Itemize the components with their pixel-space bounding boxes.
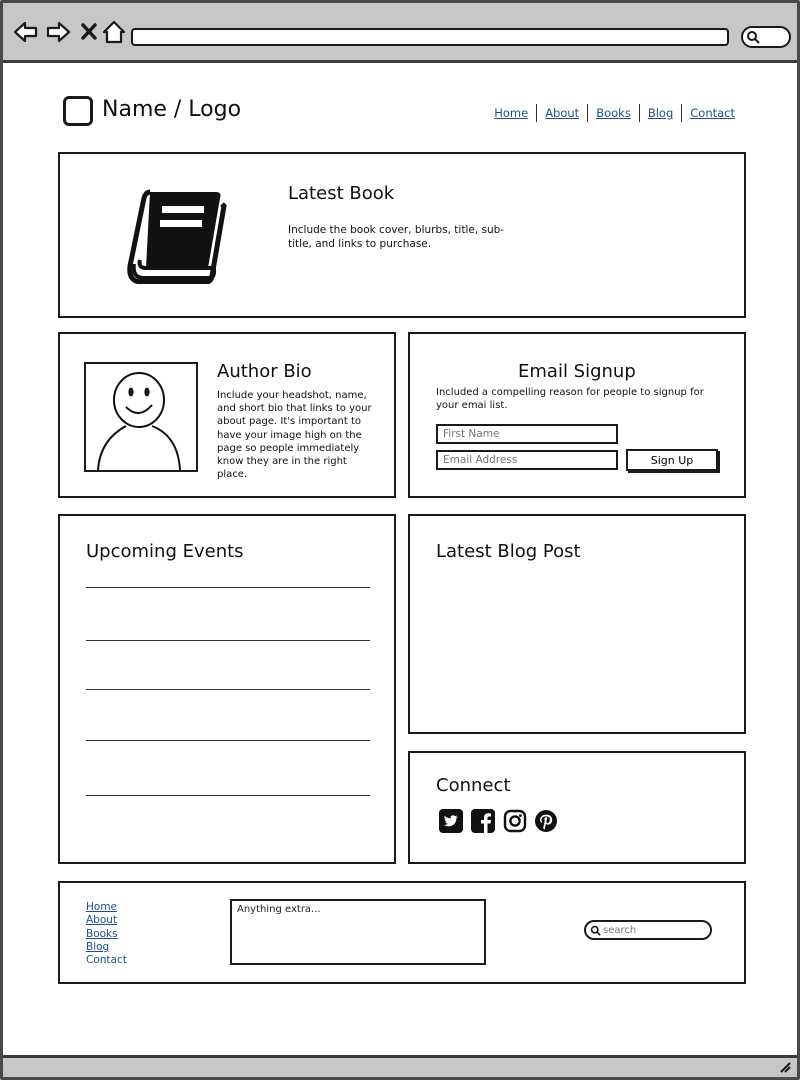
footer-link-contact[interactable]: Contact xyxy=(86,954,127,967)
footer-links xyxy=(86,901,127,967)
connect-panel xyxy=(408,751,746,864)
search-icon xyxy=(746,30,760,44)
latest-book-title: Latest Book xyxy=(288,183,395,204)
footer-link-blog[interactable]: Blog xyxy=(86,940,110,953)
headshot-placeholder xyxy=(84,362,198,472)
footer-link-about[interactable]: About xyxy=(86,914,118,927)
upcoming-events-panel xyxy=(58,514,396,864)
browser-search-field[interactable] xyxy=(741,26,791,48)
browser-toolbar xyxy=(3,3,797,63)
footer-search-field[interactable] xyxy=(584,920,712,940)
twitter-icon[interactable] xyxy=(439,809,463,833)
smiley-person-icon xyxy=(86,364,196,470)
book-icon xyxy=(124,188,228,284)
latest-blog-title: Latest Blog Post xyxy=(436,541,581,562)
event-line xyxy=(86,587,370,588)
nav-books[interactable]: Books xyxy=(587,104,639,122)
top-nav xyxy=(486,104,743,122)
nav-home[interactable]: Home xyxy=(494,106,529,120)
author-bio-panel xyxy=(58,332,396,498)
facebook-icon[interactable] xyxy=(471,809,495,833)
resize-handle-icon[interactable] xyxy=(779,1061,791,1073)
pinterest-icon[interactable] xyxy=(534,809,558,833)
nav-contact[interactable]: Contact xyxy=(681,104,743,122)
first-name-field[interactable] xyxy=(436,424,618,444)
footer-link-books[interactable]: Books xyxy=(86,927,118,940)
home-icon[interactable] xyxy=(101,19,127,45)
latest-blog-panel xyxy=(408,514,746,734)
author-bio-description: Include your headshot, name, and short bio that links to your about page. It's important to have your image high on the page so people immediately know they are in the right place. xyxy=(217,390,372,481)
logo-placeholder[interactable] xyxy=(63,96,93,126)
footer-panel xyxy=(58,881,746,984)
url-bar[interactable] xyxy=(131,28,729,46)
browser-status-bar xyxy=(3,1055,797,1077)
event-line xyxy=(86,740,370,741)
event-line xyxy=(86,640,370,641)
footer-link-home[interactable]: Home xyxy=(86,901,118,913)
connect-title: Connect xyxy=(436,775,511,796)
email-field[interactable] xyxy=(436,450,618,470)
forward-arrow-icon[interactable] xyxy=(45,19,71,45)
email-signup-panel xyxy=(408,332,746,498)
nav-blog[interactable]: Blog xyxy=(639,104,681,122)
latest-book-panel xyxy=(58,152,746,318)
site-name[interactable]: Name / Logo xyxy=(102,97,242,122)
instagram-icon[interactable] xyxy=(503,809,527,833)
event-line xyxy=(86,689,370,690)
author-bio-title: Author Bio xyxy=(217,361,312,382)
event-line xyxy=(86,795,370,796)
extra-content-box: Anything extra... xyxy=(230,899,486,965)
upcoming-events-title: Upcoming Events xyxy=(86,541,244,562)
search-icon xyxy=(590,925,601,936)
signup-button[interactable]: Sign Up xyxy=(626,449,718,471)
email-signup-description: Included a compelling reason for people to signup for your emai list. xyxy=(436,387,704,412)
close-icon[interactable] xyxy=(77,19,103,45)
footer-search-input[interactable] xyxy=(603,923,703,937)
email-signup-title: Email Signup xyxy=(518,361,636,382)
back-arrow-icon[interactable] xyxy=(13,19,39,45)
latest-book-description: Include the book cover, blurbs, title, sub-title, and links to purchase. xyxy=(288,224,505,250)
nav-about[interactable]: About xyxy=(536,104,587,122)
